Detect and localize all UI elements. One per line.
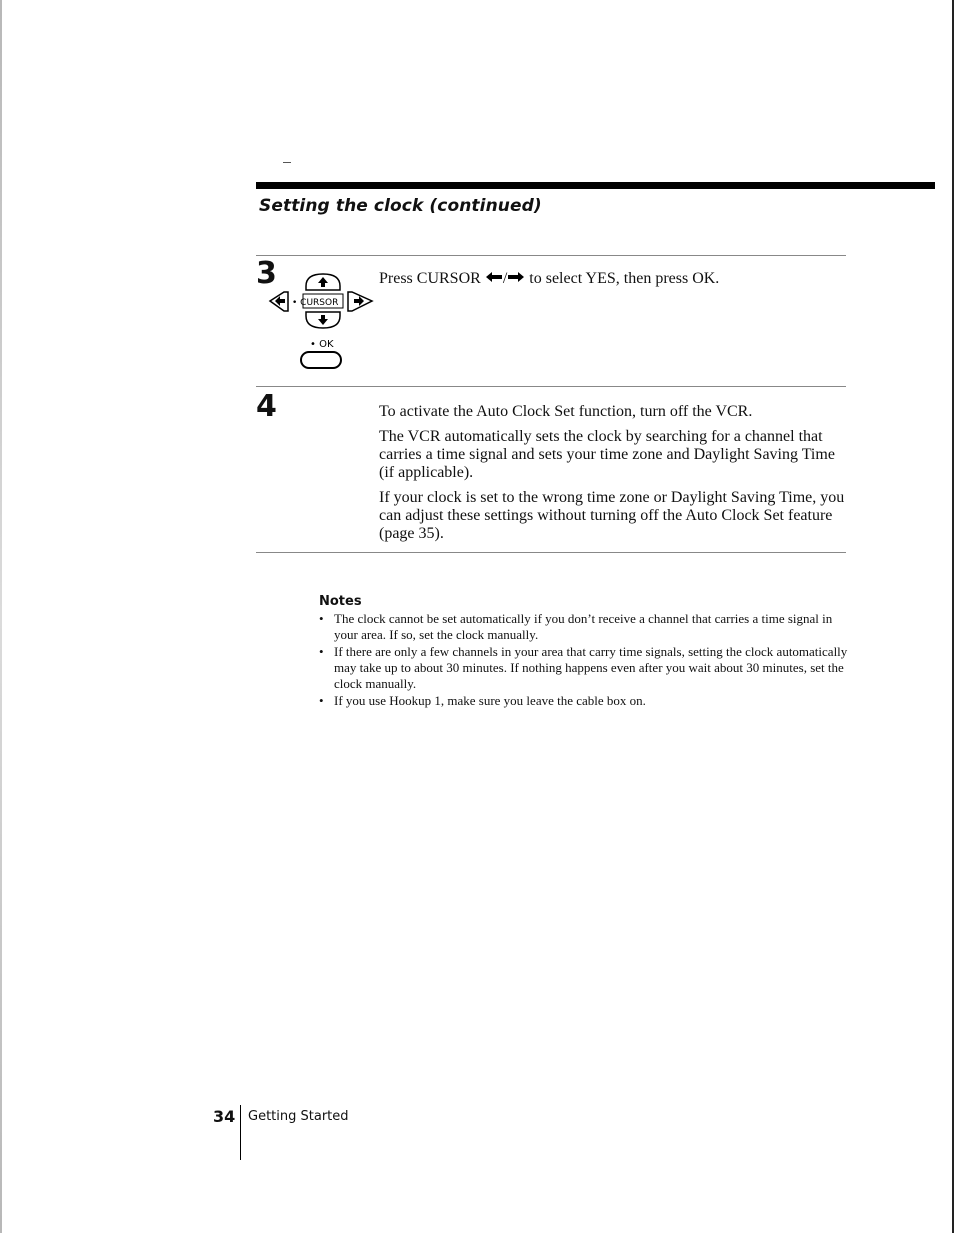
ok-label: • OK — [310, 339, 334, 350]
page-number: 34 — [213, 1107, 236, 1126]
step-4-paragraph: The VCR automatically sets the clock by searching for a channel that carries a time signal and sets your time zone and Daylight Saving Time (if applicable). — [379, 428, 835, 481]
step-4-number: 4 — [256, 389, 277, 424]
notes-heading: Notes — [319, 594, 362, 609]
scan-mark — [283, 162, 291, 163]
up-arrow-button-icon — [306, 274, 340, 290]
footer-separator — [240, 1105, 241, 1160]
ok-button-icon — [301, 352, 341, 368]
step-4-paragraph: If your clock is set to the wrong time zone or Daylight Saving Time, you can adjust these settings without turning off the Auto Clock Set feature (page 35). — [379, 489, 845, 542]
down-arrow-button-icon — [306, 312, 340, 328]
notes-list — [319, 611, 849, 710]
remote-cursor-diagram — [266, 268, 378, 373]
right-arrow-button-icon — [348, 292, 372, 311]
cursor-label: • CURSOR — [292, 298, 339, 308]
page-title: Setting the clock (continued) — [259, 196, 542, 216]
left-arrow-icon — [485, 272, 503, 282]
arrow-separator: / — [502, 270, 508, 287]
header-bar — [256, 182, 935, 189]
note-item: • If you use Hookup 1, make sure you leave the cable box on. — [319, 693, 849, 709]
step-3-instruction — [379, 270, 719, 288]
page-left-edge — [0, 0, 2, 1233]
step-3-number: 3 — [256, 256, 277, 291]
divider — [256, 552, 846, 553]
instruction-prefix: Press CURSOR — [379, 270, 481, 287]
right-arrow-icon — [507, 272, 525, 282]
left-arrow-button-icon — [270, 292, 288, 311]
instruction-suffix: to select YES, then press OK. — [529, 270, 720, 287]
note-item: • If there are only a few channels in your area that carry time signals, setting the clock automatically may take up to about 30 minutes. If nothing happens even after you wait about 30 minutes, set the clock manually. — [319, 644, 849, 692]
divider — [256, 386, 846, 387]
divider — [256, 255, 846, 256]
note-item: • The clock cannot be set automatically if you don’t receive a channel that carries a time signal in your area. If so, set the clock manually. — [319, 611, 849, 643]
step-4-text — [379, 403, 851, 550]
step-4-paragraph: To activate the Auto Clock Set function, turn off the VCR. — [379, 403, 753, 420]
footer-section-label: Getting Started — [248, 1109, 349, 1124]
